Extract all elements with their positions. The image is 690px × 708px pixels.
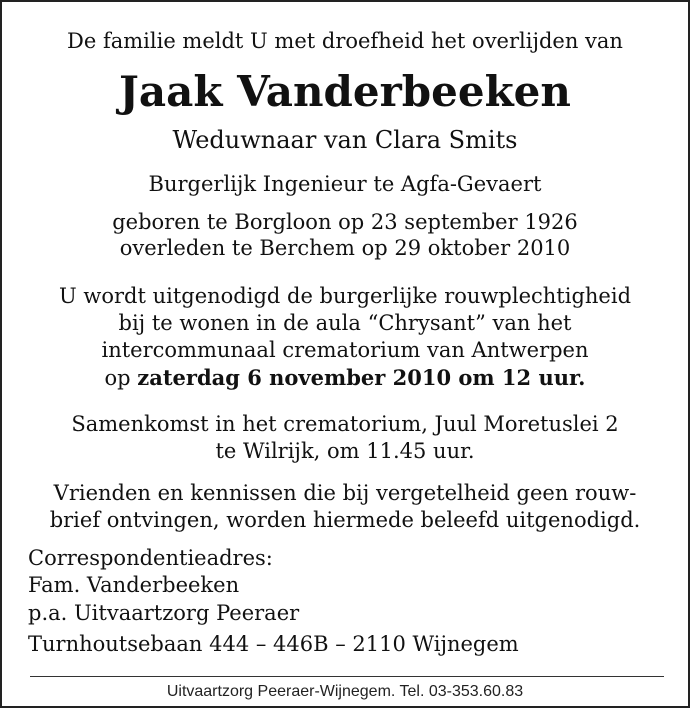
ceremony-date: zaterdag 6 november 2010 om 12 uur.	[137, 365, 586, 390]
ceremony-line-3: intercommunaal crematorium van Antwerpen	[101, 338, 589, 362]
friends-line-1: Vrienden en kennissen die bij vergetelheid geen rouw-	[53, 481, 637, 505]
address-label: Correspondentieadres:	[28, 546, 273, 570]
intro-text: De familie meldt U met droefheid het overlijden van	[67, 29, 623, 53]
gathering-line-2: te Wilrijk, om 11.45 uur.	[215, 439, 475, 463]
ceremony-line-1: U wordt uitgenodigd de burgerlijke rouwplechtigheid	[58, 284, 632, 308]
gathering-line-1: Samenkomst in het crematorium, Juul Moretuslei 2	[71, 412, 619, 436]
friends-line-2: brief ontvingen, worden hiermede beleefd uitgenodigd.	[49, 508, 641, 532]
died-text: overleden te Berchem op 29 oktober 2010	[119, 236, 571, 260]
address-line-3: Turnhoutsebaan 444 – 446B – 2110 Wijnegem	[28, 632, 519, 656]
widower-text: Weduwnaar van Clara Smits	[172, 126, 518, 154]
deceased-name: Jaak Vanderbeeken	[119, 67, 571, 116]
ceremony-prefix: op	[104, 366, 131, 390]
address-line-1: Fam. Vanderbeeken	[28, 573, 240, 597]
ceremony-line-2: bij te wonen in de aula “Chrysant” van het	[118, 311, 572, 335]
born-text: geboren te Borgloon op 23 september 1926	[112, 210, 578, 234]
ceremony-line-4	[2, 364, 688, 392]
address-line-2: p.a. Uitvaartzorg Peeraer	[28, 601, 300, 625]
footer-text: Uitvaartzorg Peeraer-Wijnegem. Tel. 03-353.60.83	[166, 683, 524, 700]
divider	[30, 676, 664, 677]
profession-text: Burgerlijk Ingenieur te Agfa-Gevaert	[148, 172, 542, 196]
